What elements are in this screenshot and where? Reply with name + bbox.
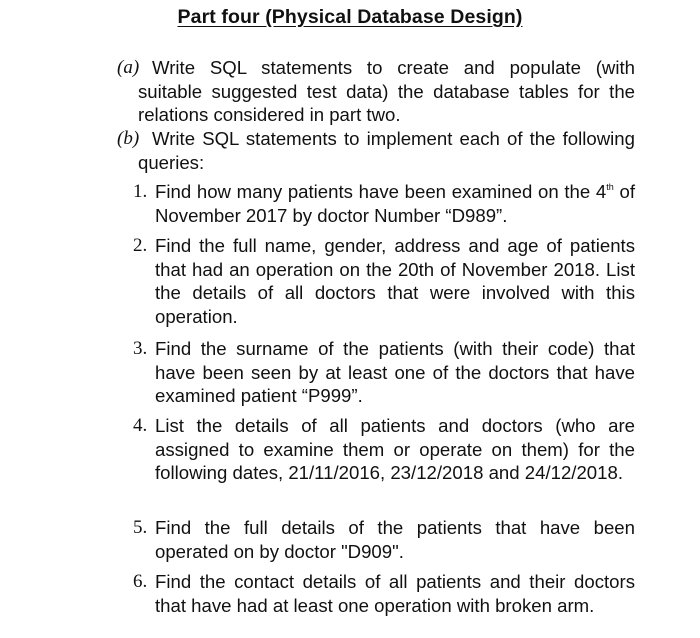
query-1-text: Find how many patients have been examined on the 4th of November 2017 by doctor Number “D989”. [155,181,635,226]
part-b-marker: (b) [117,128,140,149]
part-a-marker: (a) [117,57,140,78]
part-a-text: Write SQL statements to create and populate (with suitable suggested test data) the database tables for the relations considered in part two. [138,57,635,126]
query-4-number: 4. [133,415,148,436]
page-title: Part four (Physical Database Design) [177,6,523,28]
ordinal-suffix: th [606,182,614,192]
query-2-number: 2. [133,235,148,256]
query-3-number: 3. [133,338,148,359]
query-1-number: 1. [133,181,148,202]
query-3-text: Find the surname of the patients (with their code) that have been seen by at least one of the doctors that have examined patient “P999”. [155,338,635,407]
query-2-text: Find the full name, gender, address and age of patients that had an operation on the 20th of November 2018. List the details of all doctors that were involved with this operation. [155,235,635,327]
query-6-number: 6. [133,571,148,592]
query-4-text: List the details of all patients and doctors (who are assigned to examine them or operate on them) for the following dates, 21/11/2016, 23/12/2018 and 24/12/2018. [155,415,635,484]
query-6-text: Find the contact details of all patients and their doctors that have had at least one operation with broken arm. [155,571,635,616]
query-5-text: Find the full details of the patients that have been operated on by doctor "D909". [155,517,635,562]
query-5-number: 5. [133,517,148,538]
part-b-text: Write SQL statements to implement each of the following queries: [138,128,635,173]
